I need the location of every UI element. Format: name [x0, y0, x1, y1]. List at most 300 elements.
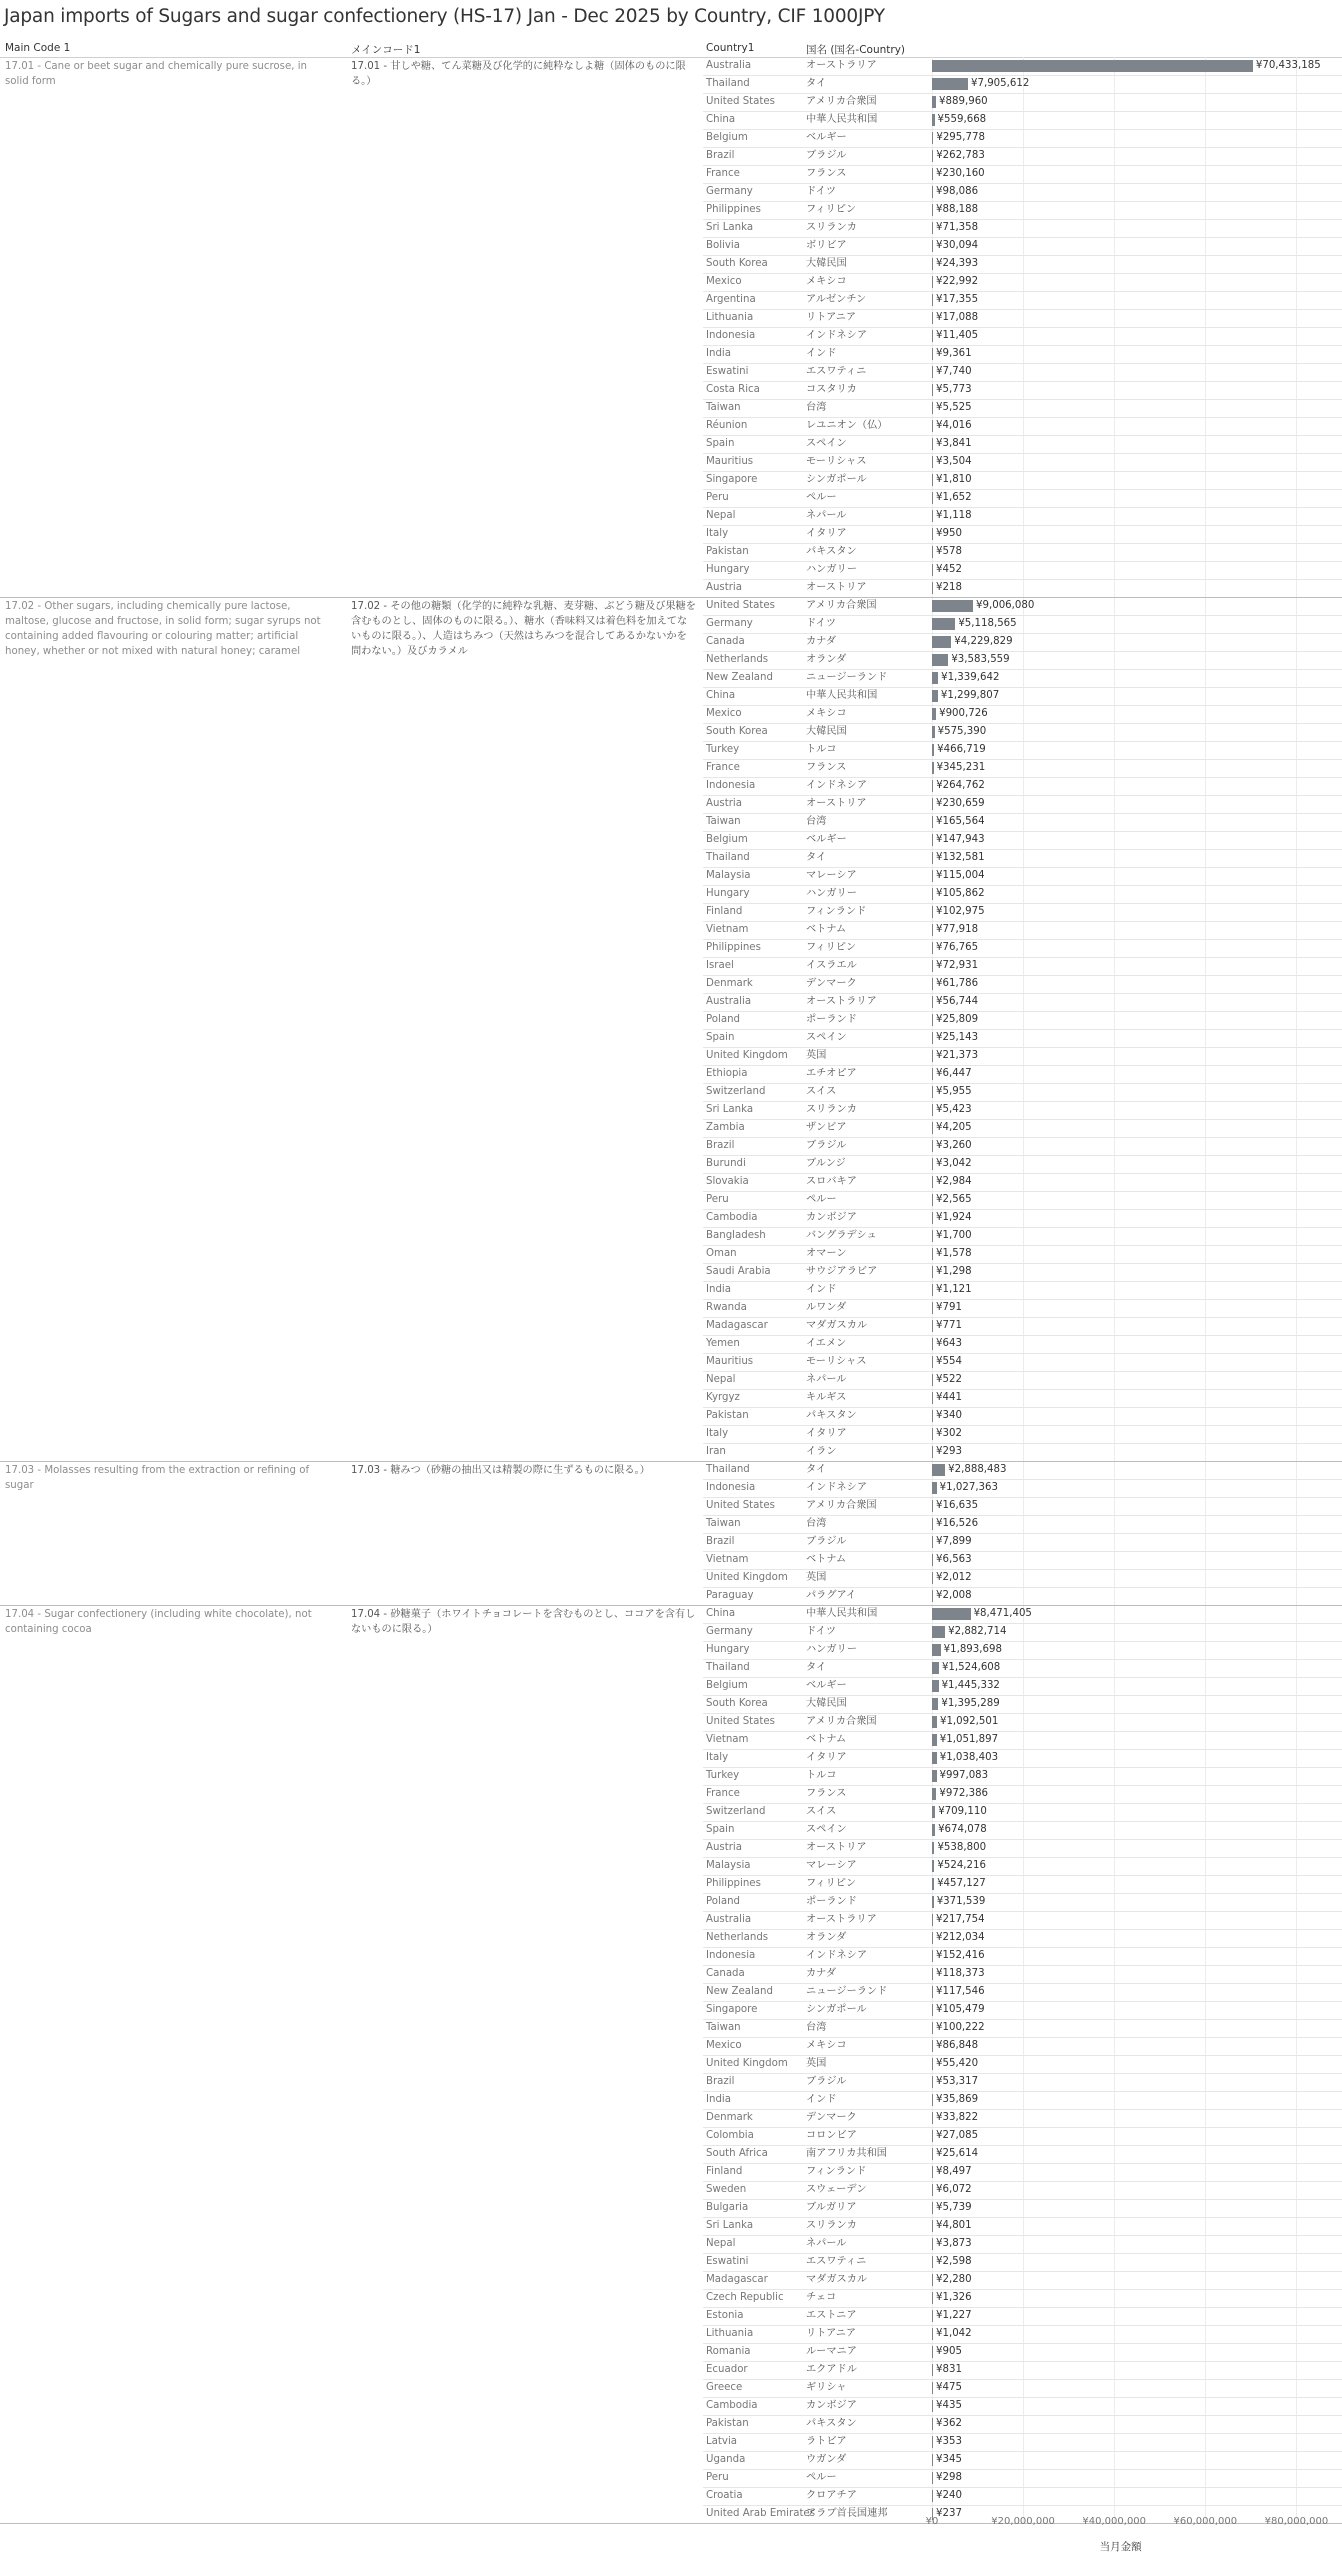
bar-value-label: ¥6,447: [936, 1068, 972, 1079]
bar: [932, 1662, 939, 1674]
bar-value-label: ¥559,668: [937, 114, 987, 125]
bar-value-label: ¥1,092,501: [939, 1716, 999, 1727]
bar-value-label: ¥791: [936, 1302, 962, 1313]
country-label: South Africa: [706, 2148, 768, 2159]
row-divider: [703, 1803, 1342, 1804]
bar: [932, 546, 933, 558]
country-label-jp: インドネシア: [806, 1950, 868, 1961]
country-label-jp: キルギス: [806, 1392, 847, 1403]
bar-value-label: ¥7,905,612: [971, 78, 1030, 89]
row-divider: [703, 1551, 1342, 1552]
country-label-jp: フィリピン: [806, 204, 857, 215]
row-divider: [703, 183, 1342, 184]
x-tick-label: ¥80,000,000: [1264, 2516, 1329, 2527]
bar-value-label: ¥71,358: [936, 222, 979, 233]
row-divider: [703, 615, 1342, 616]
bar: [932, 1104, 933, 1116]
bar-value-label: ¥452: [936, 564, 962, 575]
row-divider: [703, 633, 1342, 634]
country-label-jp: ブルガリア: [806, 2202, 857, 2213]
country-label: Nepal: [706, 510, 736, 521]
bar-value-label: ¥295,778: [936, 132, 985, 143]
country-label: Germany: [706, 618, 753, 629]
country-label-jp: スリランカ: [806, 2220, 857, 2231]
row-divider: [703, 2415, 1342, 2416]
bar-value-label: ¥554: [936, 1356, 962, 1367]
bar: [932, 1842, 934, 1854]
bar-value-label: ¥11,405: [936, 330, 979, 341]
bar: [932, 1554, 933, 1566]
bar-value-label: ¥98,086: [936, 186, 979, 197]
bar-value-label: ¥340: [936, 1410, 962, 1421]
country-label: Nepal: [706, 2238, 736, 2249]
country-label: India: [706, 348, 732, 359]
bar-value-label: ¥524,216: [937, 1860, 986, 1871]
bar: [932, 1068, 933, 1080]
row-divider: [703, 1875, 1342, 1876]
bar: [932, 2238, 933, 2250]
country-label-jp: ウガンダ: [806, 2454, 847, 2465]
country-label-jp: オーストラリア: [806, 1914, 877, 1925]
bar-value-label: ¥4,016: [936, 420, 972, 431]
bar: [932, 744, 934, 756]
bar-value-label: ¥16,635: [936, 1500, 979, 1511]
country-label: Taiwan: [706, 1518, 741, 1529]
bar: [932, 132, 933, 144]
bar-value-label: ¥1,524,608: [941, 1662, 1001, 1673]
bar: [932, 528, 933, 540]
country-label: Slovakia: [706, 1176, 749, 1187]
bar-value-label: ¥522: [936, 1374, 962, 1385]
bar: [932, 906, 933, 918]
bar: [932, 582, 933, 594]
row-divider: [703, 2001, 1342, 2002]
bar-value-label: ¥371,539: [936, 1896, 986, 1907]
bar: [932, 2166, 933, 2178]
bar: [932, 1230, 933, 1242]
country-label-jp: カンボジア: [806, 2400, 857, 2411]
country-label: Vietnam: [706, 1734, 749, 1745]
row-divider: [703, 975, 1342, 976]
country-label-jp: オーストラリア: [806, 60, 877, 71]
row-divider: [703, 2145, 1342, 2146]
bar: [932, 1446, 933, 1458]
row-divider: [703, 2487, 1342, 2488]
country-label: Hungary: [706, 888, 750, 899]
country-label: Mauritius: [706, 456, 754, 467]
bar-value-label: ¥16,526: [936, 1518, 979, 1529]
bar: [932, 672, 938, 684]
country-label-jp: インドネシア: [806, 330, 868, 341]
row-divider: [703, 1767, 1342, 1768]
country-label-jp: インドネシア: [806, 780, 868, 791]
country-label: Finland: [706, 906, 743, 917]
row-divider: [703, 777, 1342, 778]
bar-value-label: ¥5,773: [936, 384, 972, 395]
country-label: Vietnam: [706, 1554, 749, 1565]
gridline: [1205, 57, 1206, 2523]
country-label-jp: クロアチア: [806, 2490, 857, 2501]
bar: [932, 1302, 933, 1314]
row-divider: [703, 705, 1342, 706]
bar-value-label: ¥905: [936, 2346, 962, 2357]
row-divider: [703, 2181, 1342, 2182]
row-divider: [703, 1083, 1342, 1084]
bar-value-label: ¥165,564: [936, 816, 985, 827]
header-main-code: Main Code 1: [5, 42, 71, 54]
bar-value-label: ¥25,143: [936, 1032, 979, 1043]
country-label: Czech Republic: [706, 2292, 784, 2303]
bar-value-label: ¥4,205: [936, 1122, 972, 1133]
country-label-jp: 台湾: [806, 816, 827, 827]
country-label-jp: スペイン: [806, 438, 847, 449]
bar-value-label: ¥25,809: [936, 1014, 979, 1025]
bar-value-label: ¥237: [936, 2508, 962, 2519]
country-label: Belgium: [706, 834, 748, 845]
bar-value-label: ¥4,801: [936, 2220, 972, 2231]
country-label: Zambia: [706, 1122, 745, 1133]
country-label-jp: ブラジル: [806, 1536, 847, 1547]
bar-value-label: ¥2,565: [936, 1194, 972, 1205]
chart-body: [0, 57, 1342, 2519]
row-divider: [703, 543, 1342, 544]
bar: [932, 96, 936, 108]
bar-value-label: ¥2,008: [936, 1590, 972, 1601]
country-label-jp: ベルギー: [806, 834, 847, 845]
country-label-jp: 大韓民国: [806, 258, 847, 269]
bar: [932, 1392, 933, 1404]
bar: [932, 1932, 933, 1944]
country-label-jp: ニュージーランド: [806, 672, 888, 683]
bar-value-label: ¥1,118: [936, 510, 972, 521]
bar-value-label: ¥100,222: [936, 2022, 985, 2033]
group-divider: [0, 1461, 1342, 1462]
country-label: Sri Lanka: [706, 222, 754, 233]
bar-value-label: ¥61,786: [936, 978, 979, 989]
country-label-jp: ハンガリー: [806, 564, 857, 575]
country-label-jp: ハンガリー: [806, 888, 857, 899]
bar: [932, 1806, 935, 1818]
country-label: Israel: [706, 960, 734, 971]
row-divider: [703, 2199, 1342, 2200]
row-divider: [703, 795, 1342, 796]
country-label: Latvia: [706, 2436, 738, 2447]
country-label-jp: オーストリア: [806, 582, 867, 593]
bar-value-label: ¥5,739: [936, 2202, 972, 2213]
bar-value-label: ¥578: [936, 546, 962, 557]
bar-value-label: ¥575,390: [937, 726, 987, 737]
bar-value-label: ¥7,899: [936, 1536, 972, 1547]
bar: [932, 1626, 945, 1638]
country-label: United States: [706, 1500, 775, 1511]
bar-value-label: ¥70,433,185: [1255, 60, 1321, 71]
bar-value-label: ¥218: [936, 582, 962, 593]
country-label-jp: フィリピン: [806, 1878, 857, 1889]
country-label: Rwanda: [706, 1302, 747, 1313]
group-code-jp: 17.03 - 糖みつ（砂糖の抽出又は精製の際に生ずるものに限る。）: [351, 1465, 650, 1476]
bar: [932, 1500, 933, 1512]
country-label: Pakistan: [706, 2418, 749, 2429]
country-label: Poland: [706, 1014, 741, 1025]
country-label: Sri Lanka: [706, 1104, 754, 1115]
row-divider: [703, 561, 1342, 562]
row-divider: [703, 147, 1342, 148]
country-label: Peru: [706, 492, 729, 503]
bar: [932, 1356, 933, 1368]
row-divider: [703, 1587, 1342, 1588]
bar: [932, 2490, 933, 2502]
row-divider: [703, 1029, 1342, 1030]
country-label-jp: 台湾: [806, 1518, 827, 1529]
bar: [932, 2040, 933, 2052]
country-label-jp: インド: [806, 1284, 837, 1295]
country-label-jp: スウェーデン: [806, 2184, 867, 2195]
bar-value-label: ¥3,583,559: [951, 654, 1010, 665]
bar: [932, 312, 933, 324]
group-code-en: 17.04 - Sugar confectionery (including white chocolate), not containing cocoa: [5, 1609, 312, 1635]
country-label-jp: チェコ: [806, 2292, 837, 2303]
row-divider: [703, 201, 1342, 202]
bar-value-label: ¥2,984: [936, 1176, 972, 1187]
country-label-jp: ペルー: [806, 492, 837, 503]
row-divider: [703, 1965, 1342, 1966]
country-label: Philippines: [706, 204, 761, 215]
row-divider: [703, 1227, 1342, 1228]
row-divider: [703, 2019, 1342, 2020]
bar: [932, 330, 933, 342]
country-label-jp: タイ: [806, 852, 827, 863]
row-divider: [703, 2217, 1342, 2218]
bar: [932, 1788, 936, 1800]
row-divider: [703, 309, 1342, 310]
country-label: Costa Rica: [706, 384, 760, 395]
bar-value-label: ¥56,744: [936, 996, 979, 1007]
country-label-jp: コスタリカ: [806, 384, 857, 395]
country-label: Sri Lanka: [706, 2220, 754, 2231]
country-label-jp: カナダ: [806, 1968, 837, 1979]
country-label-jp: オランダ: [806, 1932, 847, 1943]
country-label-jp: リトアニア: [806, 312, 857, 323]
row-divider: [703, 1335, 1342, 1336]
gridline: [1114, 57, 1115, 2523]
country-label: Indonesia: [706, 330, 756, 341]
bar: [932, 2184, 933, 2196]
country-label: Kyrgyz: [706, 1392, 740, 1403]
bar: [932, 78, 968, 90]
country-label-jp: パキスタン: [806, 1410, 857, 1421]
country-label: Cambodia: [706, 2400, 758, 2411]
country-label-jp: マレーシア: [806, 870, 857, 881]
bar: [932, 492, 933, 504]
country-label: Pakistan: [706, 546, 749, 557]
bar: [932, 1014, 933, 1026]
country-label-jp: オーストラリア: [806, 996, 877, 1007]
bar: [932, 366, 933, 378]
bar: [932, 1950, 933, 1962]
country-label: United States: [706, 1716, 775, 1727]
bar: [932, 2202, 933, 2214]
country-label-jp: ペルー: [806, 2472, 837, 2483]
country-label-jp: インド: [806, 348, 837, 359]
country-label-jp: スリランカ: [806, 1104, 857, 1115]
row-divider: [703, 165, 1342, 166]
bar: [932, 2220, 933, 2232]
country-label: United States: [706, 600, 775, 611]
country-label: Singapore: [706, 2004, 758, 2015]
row-divider: [703, 687, 1342, 688]
bar-value-label: ¥217,754: [936, 1914, 985, 1925]
country-label: Thailand: [706, 1662, 750, 1673]
row-divider: [703, 2055, 1342, 2056]
row-divider: [703, 1353, 1342, 1354]
bar: [932, 150, 933, 162]
country-label: Madagascar: [706, 2274, 768, 2285]
country-label: Cambodia: [706, 1212, 758, 1223]
country-label-jp: イタリア: [806, 1428, 847, 1439]
row-divider: [703, 1731, 1342, 1732]
bar-value-label: ¥435: [936, 2400, 962, 2411]
country-label: Thailand: [706, 1464, 750, 1475]
bar: [932, 2256, 933, 2268]
bar-value-label: ¥2,882,714: [948, 1626, 1007, 1637]
bar-value-label: ¥262,783: [936, 150, 985, 161]
bar-value-label: ¥1,298: [936, 1266, 972, 1277]
bar-value-label: ¥5,423: [936, 1104, 972, 1115]
bar: [932, 1986, 933, 1998]
bar: [932, 690, 938, 702]
bar: [932, 2004, 933, 2016]
bar: [932, 1860, 934, 1872]
country-label-jp: インド: [806, 2094, 837, 2105]
country-label: Turkey: [706, 1770, 740, 1781]
row-divider: [703, 489, 1342, 490]
bar: [932, 1140, 933, 1152]
country-label: Austria: [706, 1842, 742, 1853]
row-divider: [703, 1677, 1342, 1678]
row-divider: [703, 1659, 1342, 1660]
bar: [932, 186, 933, 198]
bar-value-label: ¥3,841: [936, 438, 972, 449]
country-label: Brazil: [706, 150, 735, 161]
country-label: Italy: [706, 1428, 729, 1439]
bar: [932, 1482, 937, 1494]
bar-value-label: ¥2,888,483: [948, 1464, 1007, 1475]
row-divider: [703, 2379, 1342, 2380]
x-axis-label: 当月金額: [1099, 2541, 1142, 2553]
country-label: Netherlands: [706, 1932, 769, 1943]
row-divider: [703, 957, 1342, 958]
row-divider: [703, 219, 1342, 220]
bar: [932, 348, 933, 360]
country-label-jp: フィンランド: [806, 906, 867, 917]
row-divider: [703, 381, 1342, 382]
bar-value-label: ¥6,072: [936, 2184, 972, 2195]
country-label: Belgium: [706, 1680, 748, 1691]
country-label: Spain: [706, 1824, 735, 1835]
country-label: Réunion: [706, 420, 748, 431]
country-label-jp: アメリカ合衆国: [806, 96, 877, 107]
country-label: Australia: [706, 1914, 752, 1925]
row-divider: [703, 1425, 1342, 1426]
country-label-jp: レユニオン（仏）: [806, 420, 888, 431]
row-divider: [703, 2127, 1342, 2128]
row-divider: [703, 2433, 1342, 2434]
country-label-jp: ベトナム: [806, 1734, 847, 1745]
country-label-jp: ポーランド: [806, 1014, 857, 1025]
bar: [932, 1284, 933, 1296]
bar: [932, 1968, 933, 1980]
row-divider: [703, 831, 1342, 832]
row-divider: [703, 1479, 1342, 1480]
country-label-jp: 台湾: [806, 2022, 827, 2033]
country-label-jp: アメリカ合衆国: [806, 1500, 877, 1511]
country-label-jp: スイス: [806, 1086, 837, 1097]
country-label: Philippines: [706, 942, 761, 953]
country-label: South Korea: [706, 1698, 768, 1709]
country-label: China: [706, 1608, 736, 1619]
bar-value-label: ¥889,960: [939, 96, 988, 107]
bar: [932, 1248, 933, 1260]
country-label: Argentina: [706, 294, 756, 305]
row-divider: [703, 1389, 1342, 1390]
group-divider: [0, 1605, 1342, 1606]
bar: [932, 618, 955, 630]
row-divider: [703, 1101, 1342, 1102]
country-label-jp: ドイツ: [806, 1626, 837, 1637]
bar-value-label: ¥5,118,565: [958, 618, 1017, 629]
row-divider: [703, 93, 1342, 94]
bar-value-label: ¥293: [936, 1446, 962, 1457]
bar: [932, 1536, 933, 1548]
row-divider: [703, 2235, 1342, 2236]
row-divider: [703, 1983, 1342, 1984]
country-label: Eswatini: [706, 366, 749, 377]
country-label: Spain: [706, 1032, 735, 1043]
country-label: Mexico: [706, 2040, 742, 2051]
country-label: Denmark: [706, 2112, 753, 2123]
bar-value-label: ¥3,260: [936, 1140, 972, 1151]
bar: [932, 2436, 933, 2448]
header-country-jp: 国名 (国名-Country): [806, 44, 906, 56]
country-label-jp: フィンランド: [806, 2166, 867, 2177]
bar-value-label: ¥302: [936, 1428, 962, 1439]
bar: [932, 1824, 935, 1836]
country-label: India: [706, 1284, 732, 1295]
bar-value-label: ¥240: [936, 2490, 962, 2501]
bar-value-label: ¥22,992: [936, 276, 979, 287]
row-divider: [703, 453, 1342, 454]
bar: [932, 960, 933, 972]
bar: [932, 2400, 933, 2412]
bar-value-label: ¥950: [936, 528, 962, 539]
country-label: Taiwan: [706, 2022, 741, 2033]
row-divider: [703, 2163, 1342, 2164]
row-divider: [703, 1263, 1342, 1264]
bar-value-label: ¥132,581: [936, 852, 985, 863]
row-divider: [703, 1713, 1342, 1714]
row-divider: [703, 813, 1342, 814]
bar-value-label: ¥5,525: [936, 402, 972, 413]
country-label: France: [706, 762, 740, 773]
x-axis: [925, 2505, 1342, 2553]
country-label: Peru: [706, 1194, 729, 1205]
bar: [932, 2274, 933, 2286]
row-divider: [703, 1533, 1342, 1534]
row-divider: [703, 363, 1342, 364]
country-label-jp: フランス: [806, 1788, 847, 1799]
row-divider: [703, 345, 1342, 346]
bar-value-label: ¥230,160: [936, 168, 985, 179]
